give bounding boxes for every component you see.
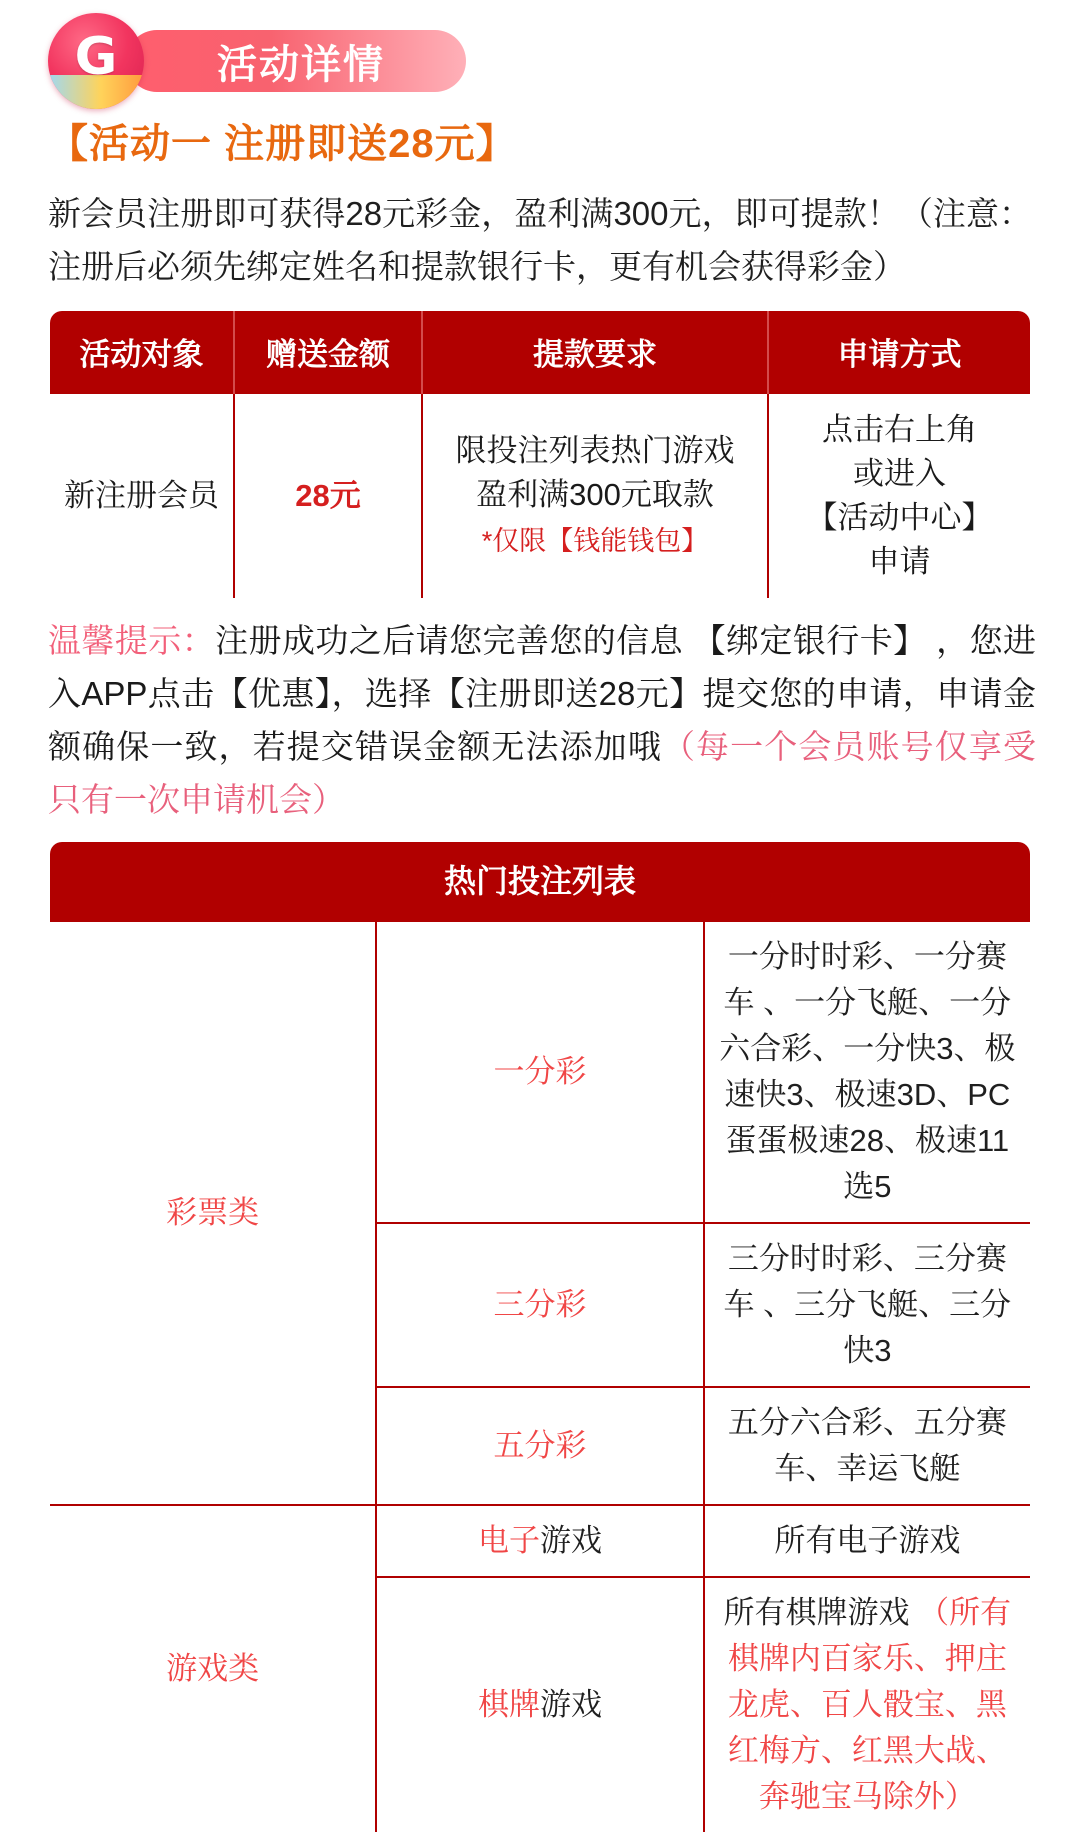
- category-lottery: 彩票类: [49, 921, 376, 1505]
- col-header-target: 活动对象: [49, 310, 234, 393]
- subcategory-label: 电子: [477, 1523, 540, 1558]
- cell-target: 新注册会员: [49, 393, 234, 599]
- games-card: [704, 1577, 1031, 1833]
- category-games: 游戏类: [49, 1505, 376, 1833]
- apply-line-2: 或进入: [853, 456, 946, 491]
- col-header-amount: 赠送金额: [234, 310, 422, 393]
- subcategory-five-minute: [376, 1387, 703, 1505]
- logo-glyph-letter: G: [74, 27, 118, 88]
- table-row: [49, 921, 1031, 1223]
- col-header-requirement: 提款要求: [422, 310, 768, 393]
- cell-amount: 28元: [234, 393, 422, 599]
- requirement-line-1: 限投注列表热门游戏: [455, 433, 735, 468]
- requirement-note: *仅限【钱能钱包】: [481, 526, 709, 556]
- page-title-badge: 活动详情: [126, 30, 466, 92]
- games-card-main: 所有棋牌游戏: [723, 1595, 919, 1630]
- page-header: [0, 0, 1080, 104]
- apply-line-3: 【活动中心】: [806, 500, 993, 535]
- subcategory-label: 三分彩: [493, 1287, 587, 1322]
- tips-highlight: （每一个会员账号仅享受只有一次申请机会）: [48, 728, 1037, 818]
- cell-requirement: [422, 393, 768, 599]
- col-header-apply: 申请方式: [768, 310, 1031, 393]
- subcategory-slots: [376, 1505, 703, 1577]
- table-row: [49, 1505, 1031, 1577]
- games-three-minute: 三分时时彩、三分赛车 、三分飞艇、三分快3: [704, 1223, 1031, 1387]
- hot-list-title-row: [49, 841, 1031, 921]
- brand-logo-icon: [48, 13, 144, 109]
- subcategory-label: 一分彩: [493, 1054, 587, 1089]
- table-row: [49, 393, 1031, 599]
- subcategory-label-suffix: 游戏: [539, 1523, 602, 1558]
- section-title: 【活动一 注册即送28元】: [48, 122, 517, 166]
- requirement-line-2: 盈利满300元取款: [476, 477, 714, 512]
- hot-list-title: 热门投注列表: [49, 841, 1031, 921]
- tips-block: [0, 600, 1080, 826]
- tips-label: 温馨提示：: [48, 622, 216, 659]
- games-card-exclusion: （所有棋牌内百家乐、押庄龙虎、百人骰宝、黑红梅方、红黑大战、奔驰宝马除外）: [727, 1595, 1012, 1814]
- games-five-minute: 五分六合彩、五分赛车、幸运飞艇: [704, 1387, 1031, 1505]
- subcategory-card: [376, 1577, 703, 1833]
- subcategory-label: 五分彩: [493, 1428, 587, 1463]
- cell-apply: [768, 393, 1031, 599]
- subcategory-one-minute: [376, 921, 703, 1223]
- offer-table-header-row: [49, 310, 1031, 393]
- apply-line-4: 申请: [868, 544, 931, 579]
- offer-table: [48, 309, 1032, 600]
- hot-list-table: [48, 840, 1032, 1834]
- games-slots: 所有电子游戏: [704, 1505, 1031, 1577]
- subcategory-label: 棋牌: [477, 1687, 540, 1722]
- apply-line-1: 点击右上角: [822, 412, 977, 447]
- offer-table-wrap: [0, 293, 1080, 600]
- games-one-minute: 一分时时彩、一分赛车 、一分飞艇、一分六合彩、一分快3、极速快3、极速3D、PC蛋蛋极速28、极速11选5: [704, 921, 1031, 1223]
- tips-text: 注册成功之后请您完善您的信息 【绑定银行卡】 ，您进入APP点击【优惠】，选择【注册即送28元】提交您的申请，申请金额确保一致，若提交错误金额无法添加哦: [48, 622, 1036, 765]
- subcategory-label-suffix: 游戏: [539, 1687, 602, 1722]
- subcategory-three-minute: [376, 1223, 703, 1387]
- section-paragraph: 新会员注册即可获得28元彩金，盈利满300元，即可提款！（注意：注册后必须先绑定姓名和提款银行卡，更有机会获得彩金）: [48, 195, 1032, 285]
- hot-list-wrap: [0, 826, 1080, 1834]
